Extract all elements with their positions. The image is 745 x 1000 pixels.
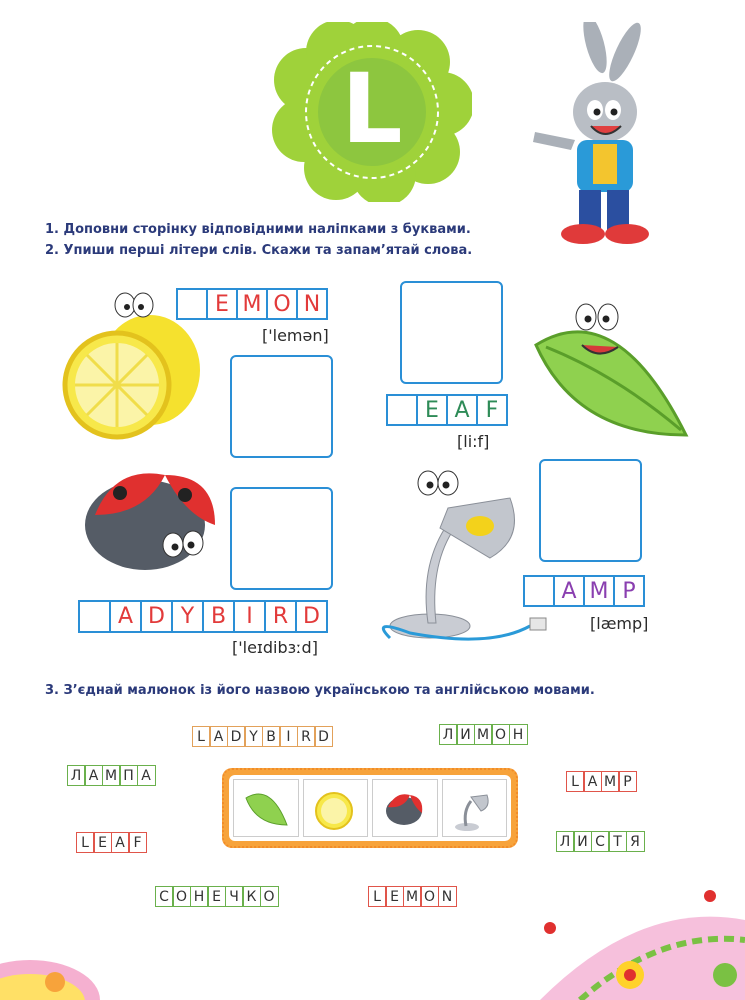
tile-letter: I <box>279 726 298 747</box>
lamp-letter: P <box>613 575 645 607</box>
word-tile-lymon[interactable] <box>440 724 528 745</box>
tile-letter: A <box>209 726 228 747</box>
lamp-transcription: [læmp] <box>590 614 649 633</box>
ladybird-letter: B <box>202 600 235 633</box>
tile-letter: E <box>93 832 112 853</box>
word-tile-lampa[interactable] <box>68 765 156 786</box>
lamp-letter: M <box>583 575 615 607</box>
word-tile-leaf[interactable] <box>77 832 147 853</box>
leaf-sticker-box[interactable] <box>400 281 503 384</box>
lemon-letter: M <box>236 288 268 320</box>
instruction-3: 3. З’єднай малюнок із його назвою українською та англійською мовами. <box>45 683 595 698</box>
lamp-letter: A <box>553 575 585 607</box>
tile-letter: M <box>601 771 620 792</box>
ladybird-illustration <box>75 455 225 585</box>
tile-letter: Ч <box>225 886 244 907</box>
leaf-letter: A <box>446 394 478 426</box>
leaf-first-letter-slot[interactable] <box>386 394 418 426</box>
tile-letter: С <box>591 831 610 852</box>
lemon-letter-cells <box>178 288 328 320</box>
tile-letter: O <box>420 886 439 907</box>
tile-letter: Л <box>556 831 575 852</box>
leaf-letter-cells <box>388 394 508 426</box>
leaf-letter: F <box>476 394 508 426</box>
decorative-bottom-left-swirl <box>0 930 110 1000</box>
instruction-2: 2. Упиши перші літери слів. Скажи та запам’ятай слова. <box>45 243 473 258</box>
tile-letter: A <box>111 832 130 853</box>
lemon-letter: O <box>266 288 298 320</box>
decorative-bottom-right-swirl <box>520 880 745 1000</box>
tile-letter: R <box>297 726 316 747</box>
leaf-illustration <box>516 285 696 455</box>
tile-letter: А <box>84 765 103 786</box>
leaf-letter: E <box>416 394 448 426</box>
word-tile-lamp[interactable] <box>567 771 637 792</box>
tile-letter: К <box>242 886 261 907</box>
lemon-first-letter-slot[interactable] <box>176 288 208 320</box>
leaf-transcription: [li:f] <box>457 432 490 451</box>
tile-letter: О <box>491 724 510 745</box>
lamp-first-letter-slot[interactable] <box>523 575 555 607</box>
tile-letter: L <box>76 832 95 853</box>
lemon-transcription: ['lemən] <box>262 326 329 345</box>
rabbit-mascot-illustration <box>515 22 675 257</box>
strip-ladybird-picture[interactable] <box>372 779 438 837</box>
tile-letter: F <box>128 832 147 853</box>
ladybird-sticker-box[interactable] <box>230 487 333 590</box>
tile-letter: Л <box>67 765 86 786</box>
tile-letter: Н <box>190 886 209 907</box>
tile-letter: С <box>155 886 174 907</box>
ladybird-letter-cells <box>80 600 328 633</box>
tile-letter: О <box>172 886 191 907</box>
ladybird-transcription: ['leɪdibɜːd] <box>232 638 318 657</box>
lemon-sticker-box[interactable] <box>230 355 333 458</box>
tile-letter: А <box>137 765 156 786</box>
lamp-letter-cells <box>525 575 645 607</box>
tile-letter: О <box>260 886 279 907</box>
tile-letter: Т <box>608 831 627 852</box>
tile-letter: Н <box>509 724 528 745</box>
tile-letter: B <box>262 726 281 747</box>
ladybird-first-letter-slot[interactable] <box>78 600 111 633</box>
strip-lamp-picture[interactable] <box>442 779 508 837</box>
lemon-letter: N <box>296 288 328 320</box>
tile-letter: Л <box>439 724 458 745</box>
lamp-sticker-box[interactable] <box>539 459 642 562</box>
word-tile-lystia[interactable] <box>557 831 645 852</box>
tile-letter: Я <box>626 831 645 852</box>
tile-letter: L <box>368 886 387 907</box>
big-letter: L <box>341 53 403 165</box>
ladybird-letter: Y <box>171 600 204 633</box>
tile-letter: N <box>438 886 457 907</box>
tile-letter: И <box>573 831 592 852</box>
strip-leaf-picture[interactable] <box>233 779 299 837</box>
ladybird-letter: D <box>140 600 173 633</box>
ladybird-letter: D <box>295 600 328 633</box>
picture-strip <box>222 768 518 848</box>
tile-letter: L <box>192 726 211 747</box>
tile-letter: M <box>403 886 422 907</box>
word-tile-sonechko[interactable] <box>156 886 279 907</box>
tile-letter: П <box>119 765 138 786</box>
tile-letter: D <box>227 726 246 747</box>
tile-letter: Y <box>244 726 263 747</box>
tile-letter: E <box>385 886 404 907</box>
ladybird-letter: I <box>233 600 266 633</box>
tile-letter: P <box>618 771 637 792</box>
tile-letter: L <box>566 771 585 792</box>
tile-letter: Е <box>207 886 226 907</box>
ladybird-letter: R <box>264 600 297 633</box>
tile-letter: A <box>583 771 602 792</box>
instruction-1: 1. Доповни сторінку відповідними наліпками з буквами. <box>45 222 471 237</box>
word-tile-ladybird[interactable] <box>193 726 333 747</box>
tile-letter: М <box>102 765 121 786</box>
tile-letter: И <box>456 724 475 745</box>
lemon-letter: E <box>206 288 238 320</box>
ladybird-letter: A <box>109 600 142 633</box>
word-tile-lemon[interactable] <box>369 886 457 907</box>
tile-letter: М <box>474 724 493 745</box>
tile-letter: D <box>314 726 333 747</box>
strip-lemon-picture[interactable] <box>303 779 369 837</box>
